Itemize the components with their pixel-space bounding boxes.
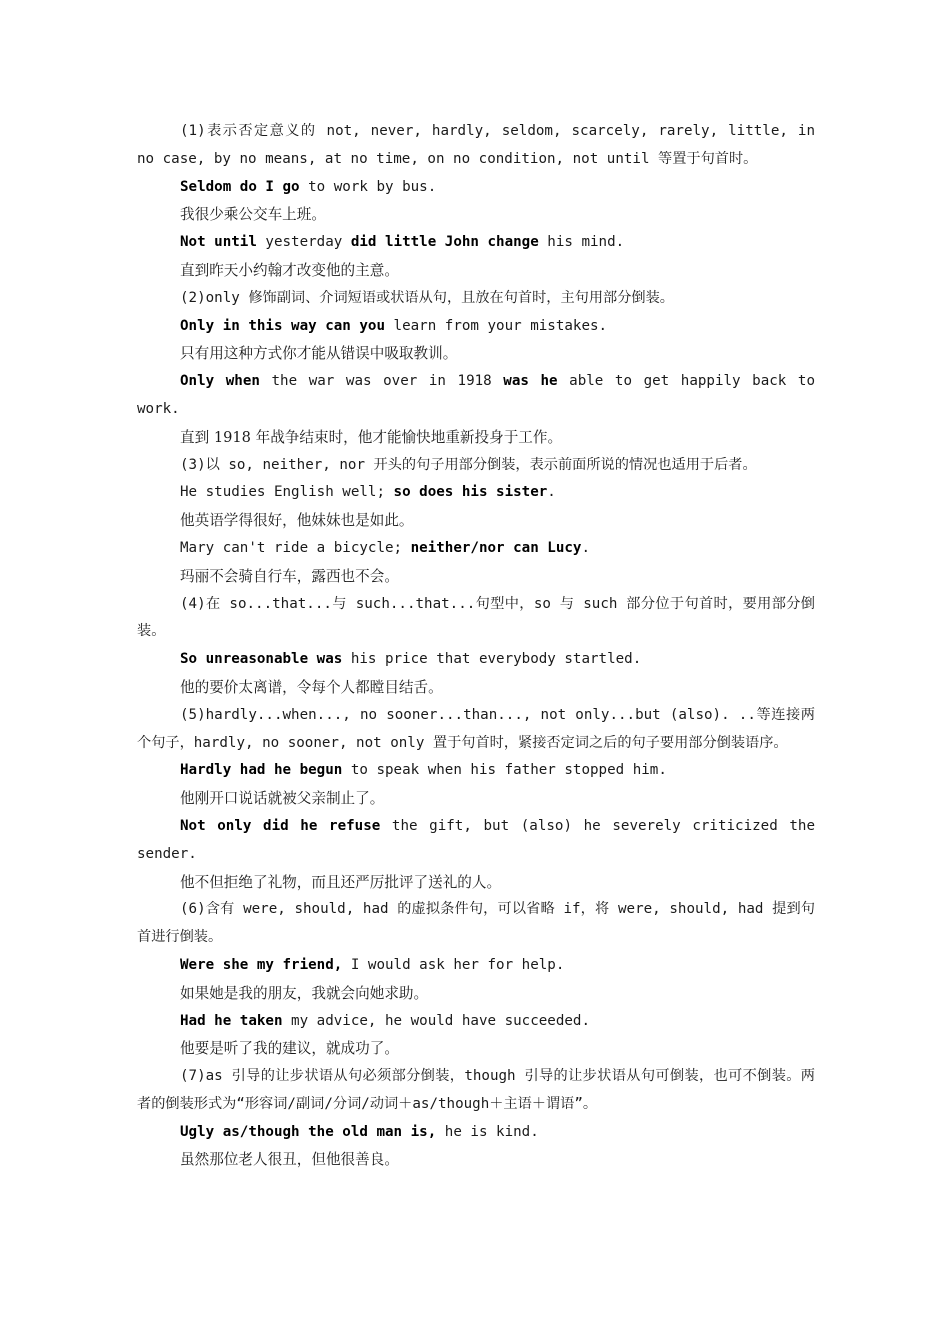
example-sentence [137, 229, 815, 257]
example-translation [137, 674, 815, 702]
text-segment: (3)以 so, neither, nor 开头的句子用部分倒装，表示前面所说的情况也适用于后者。 [180, 456, 757, 473]
text-segment: (4)在 so...that...与 such...that...句型中，so 与 such 部分位于句首时，要用部分倒装。 [137, 595, 815, 640]
text-segment: the war was over in 1918 [259, 373, 504, 390]
example-translation [137, 785, 815, 813]
text-segment: He studies English well; [180, 484, 394, 501]
text-segment: his price that everybody startled. [342, 651, 642, 668]
document-page [137, 118, 815, 1174]
example-sentence [137, 1008, 815, 1036]
text-segment: to work by bus. [299, 178, 437, 195]
example-sentence [137, 313, 815, 341]
example-translation [137, 340, 815, 368]
text-segment: . [581, 539, 591, 556]
inverted-phrase: Hardly had he begun [180, 762, 343, 779]
text-segment: he is kind. [436, 1123, 539, 1140]
example-sentence [137, 952, 815, 980]
text-segment: (6)含有 were, should, had 的虚拟条件句，可以省略 if，将 were, should, had 提到句首进行倒装。 [137, 901, 815, 946]
inverted-phrase: neither/nor can Lucy [410, 539, 582, 556]
example-translation [137, 507, 815, 535]
grammar-rule-paragraph [137, 1063, 815, 1119]
text-segment: 直到昨天小约翰才改变他的主意。 [180, 261, 399, 279]
text-segment: (7)as 引导的让步状语从句必须部分倒装，though 引导的让步状语从句可倒装，也可不倒装。两者的倒装形式为“形容词/副词/分词/动词＋as/though＋主语＋谓语”。 [137, 1068, 815, 1112]
example-translation [137, 1035, 815, 1063]
example-sentence [137, 174, 815, 202]
text-segment: (2)only 修饰副词、介词短语或状语从句，且放在句首时，主句用部分倒装。 [180, 289, 674, 306]
inverted-phrase: So unreasonable was [180, 651, 343, 668]
text-segment: 他英语学得很好，他妹妹也是如此。 [180, 512, 414, 530]
text-segment: (1)表示否定意义的 not, never, hardly, seldom, scarcely, rarely, little, in no case, by no means, at no time, on no condition, not until 等置于句首时。 [137, 123, 815, 167]
example-sentence [137, 646, 815, 674]
text-segment: 他的要价太离谱，令每个人都瞠目结舌。 [180, 678, 443, 696]
text-segment: to speak when his father stopped him. [342, 762, 667, 779]
inverted-phrase: Were she my friend, [180, 956, 343, 973]
text-segment: 直到 1918 年战争结束时，他才能愉快地重新投身于工作。 [180, 428, 563, 446]
example-sentence [137, 757, 815, 785]
inverted-phrase: Only in this way can you [180, 317, 385, 334]
example-translation [137, 1146, 815, 1174]
example-sentence [137, 368, 815, 424]
example-sentence [137, 813, 815, 869]
inverted-phrase: Only when [180, 373, 260, 390]
text-segment: 我很少乘公交车上班。 [180, 206, 326, 224]
text-segment: 玛丽不会骑自行车，露西也不会。 [180, 567, 399, 585]
text-segment: 只有用这种方式你才能从错误中吸取教训。 [180, 345, 458, 363]
text-segment: my advice, he would have succeeded. [282, 1012, 590, 1029]
grammar-rule-paragraph [137, 896, 815, 952]
example-sentence [137, 535, 815, 563]
text-segment: able to get happily back to work. [137, 373, 816, 417]
inverted-phrase: was he [503, 373, 558, 390]
text-segment: 如果她是我的朋友，我就会向她求助。 [180, 984, 429, 1002]
example-translation [137, 201, 815, 229]
text-segment: I would ask her for help. [342, 956, 565, 973]
text-segment: 他不但拒绝了礼物，而且还严厉批评了送礼的人。 [180, 873, 502, 891]
text-segment: his mind. [538, 234, 625, 251]
text-segment: 他要是听了我的建议，就成功了。 [180, 1040, 399, 1058]
inverted-phrase: Not until [180, 234, 257, 251]
inverted-phrase: Ugly as/though the old man is, [180, 1123, 437, 1140]
grammar-rule-paragraph [137, 285, 815, 313]
example-translation [137, 563, 815, 591]
inverted-phrase: did little John change [350, 234, 539, 251]
grammar-rule-paragraph [137, 591, 815, 647]
text-segment: 他刚开口说话就被父亲制止了。 [180, 790, 385, 808]
example-sentence [137, 479, 815, 507]
inverted-phrase: Had he taken [180, 1012, 283, 1029]
example-translation [137, 424, 815, 452]
text-segment: . [547, 484, 556, 501]
inverted-phrase: Not only did he refuse [180, 817, 381, 834]
grammar-rule-paragraph [137, 702, 815, 758]
text-segment: (5)hardly...when..., no sooner...than..., not only...but (also). ..等连接两个句子，hardly, no sooner, not only 置于句首时，紧接否定词之后的句子要用部分倒装语序。 [137, 706, 815, 751]
grammar-rule-paragraph [137, 452, 815, 480]
grammar-rule-paragraph [137, 118, 815, 174]
example-sentence [137, 1119, 815, 1147]
text-segment: Mary can't ride a bicycle; [180, 539, 411, 556]
inverted-phrase: so does his sister [393, 484, 548, 501]
example-translation [137, 869, 815, 897]
text-segment: 虽然那位老人很丑，但他很善良。 [180, 1151, 399, 1169]
example-translation [137, 257, 815, 285]
inverted-phrase: Seldom do I go [180, 178, 300, 195]
text-segment: the gift, but (also) he severely criticized the sender. [137, 817, 815, 862]
text-segment: learn from your mistakes. [385, 317, 608, 334]
example-translation [137, 980, 815, 1008]
text-segment: yesterday [256, 234, 351, 251]
